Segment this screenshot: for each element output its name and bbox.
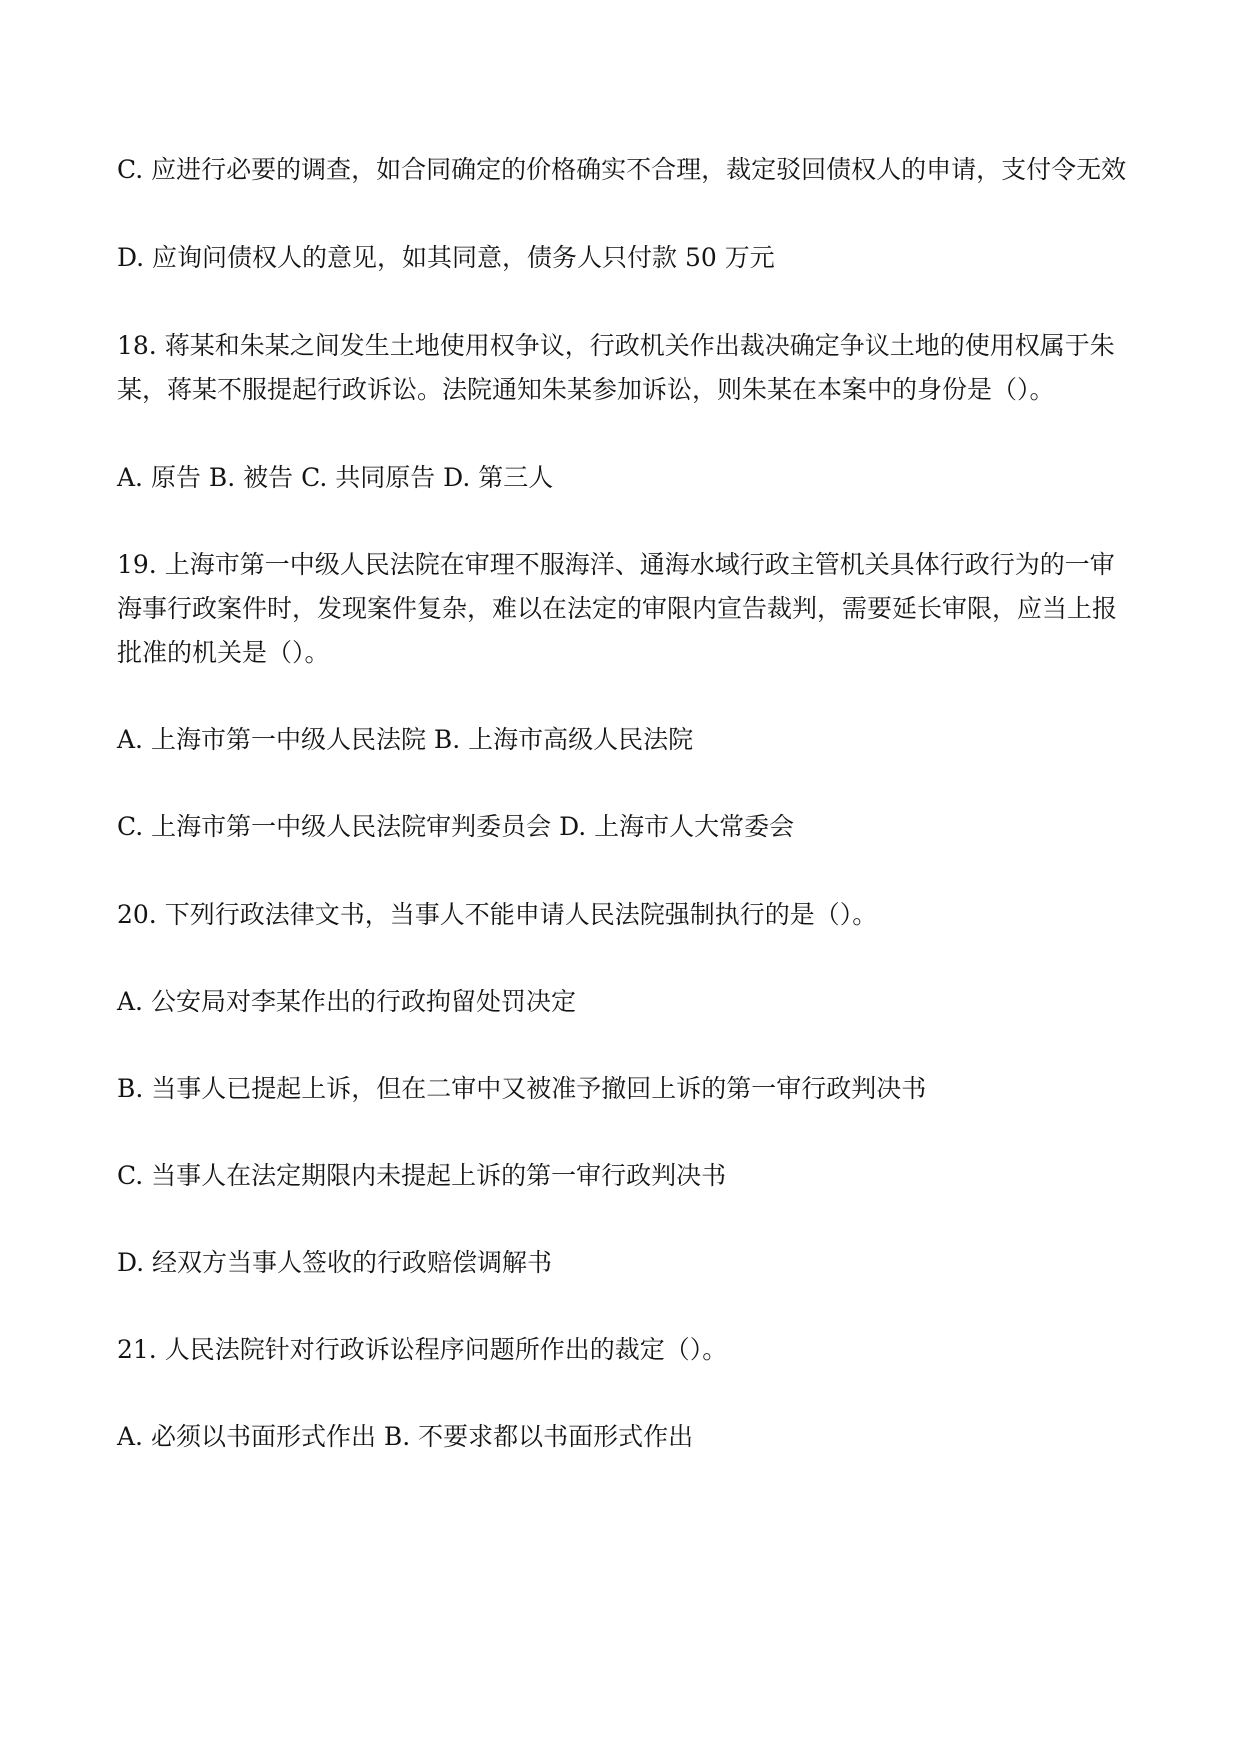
question-19-line-3: 批准的机关是（）。 <box>117 638 330 667</box>
option-c-q20: C. 当事人在法定期限内未提起上诉的第一审行政判决书 <box>117 1161 727 1190</box>
options-q19-cd: C. 上海市第一中级人民法院审判委员会 D. 上海市人大常委会 <box>117 812 795 841</box>
option-d-q20: D. 经双方当事人签收的行政赔偿调解书 <box>117 1248 553 1277</box>
question-19-line-1: 19. 上海市第一中级人民法院在审理不服海洋、通海水域行政主管机关具体行政行为的一审 <box>117 550 1115 579</box>
option-a-q20: A. 公安局对李某作出的行政拘留处罚决定 <box>117 987 576 1016</box>
option-d-q17: D. 应询问债权人的意见，如其同意，债务人只付款 50 万元 <box>117 243 775 272</box>
option-b-q20: B. 当事人已提起上诉，但在二审中又被准予撤回上诉的第一审行政判决书 <box>117 1074 927 1103</box>
options-q18: A. 原告 B. 被告 C. 共同原告 D. 第三人 <box>117 463 554 492</box>
question-18-line-2: 某，蒋某不服提起行政诉讼。法院通知朱某参加诉讼，则朱某在本案中的身份是（）。 <box>117 375 1055 404</box>
question-19-line-2: 海事行政案件时，发现案件复杂，难以在法定的审限内宣告裁判，需要延长审限，应当上报 <box>117 594 1118 623</box>
option-c-q17: C. 应进行必要的调查，如合同确定的价格确实不合理，裁定驳回债权人的申请，支付令无效 <box>117 155 1127 184</box>
question-20: 20. 下列行政法律文书，当事人不能申请人民法院强制执行的是（）。 <box>117 900 878 929</box>
question-18-line-1: 18. 蒋某和朱某之间发生土地使用权争议，行政机关作出裁决确定争议土地的使用权属于朱 <box>117 331 1115 360</box>
options-q21-ab: A. 必须以书面形式作出 B. 不要求都以书面形式作出 <box>117 1422 694 1451</box>
options-q19-ab: A. 上海市第一中级人民法院 B. 上海市高级人民法院 <box>117 725 694 754</box>
question-21: 21. 人民法院针对行政诉讼程序问题所作出的裁定（）。 <box>117 1335 728 1364</box>
